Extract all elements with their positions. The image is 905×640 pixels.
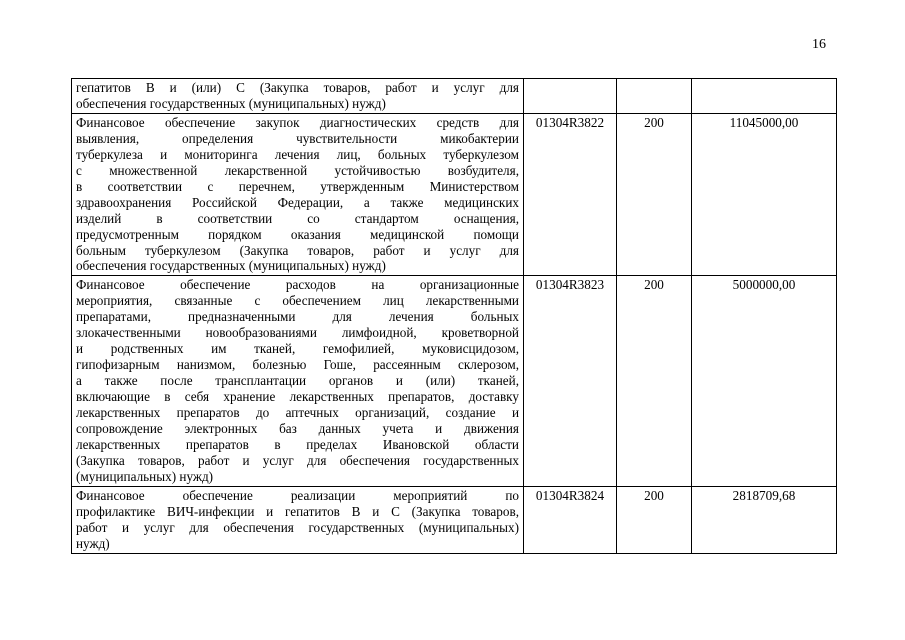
table-row	[72, 276, 837, 486]
row-amount: 5000000,00	[692, 276, 837, 486]
description-line: здравоохранения Российской Федерации, а также медицинских	[76, 194, 519, 210]
row-expense-kind: 200	[617, 486, 692, 553]
description-line: сопровождение электронных баз данных учета и движения	[76, 421, 519, 437]
row-target-code: 01304R3822	[524, 113, 617, 276]
description-line: обеспечения государственных (муниципальных) нужд)	[76, 258, 386, 274]
row-description	[72, 79, 524, 114]
row-expense-kind: 200	[617, 276, 692, 486]
page-number: 16	[812, 37, 826, 52]
row-amount	[692, 79, 837, 114]
description-line: гипофизарным нанизмом, болезнью Гоше, рассеянным склерозом,	[76, 357, 519, 373]
description-line: Финансовое обеспечение расходов на организационные	[76, 277, 519, 293]
row-amount: 11045000,00	[692, 113, 837, 276]
budget-table-body	[72, 79, 837, 554]
row-description	[72, 276, 524, 486]
description-line: предусмотренным порядком оказания медицинской помощи	[76, 226, 519, 242]
description-line: профилактике ВИЧ-инфекции и гепатитов В и С (Закупка товаров,	[76, 503, 519, 519]
description-line: включающие в себя хранение лекарственных препаратов, доставку	[76, 389, 519, 405]
description-line: а также после трансплантации органов и (или) тканей,	[76, 373, 519, 389]
row-expense-kind: 200	[617, 113, 692, 276]
description-line: лекарственных препаратов в пределах Ивановской области	[76, 436, 519, 452]
row-target-code	[524, 79, 617, 114]
description-line: Финансовое обеспечение закупок диагностических средств для	[76, 114, 519, 130]
description-line: работ и услуг для обеспечения государственных (муниципальных)	[76, 519, 519, 535]
row-expense-kind	[617, 79, 692, 114]
budget-table	[71, 78, 837, 554]
description-line: нужд)	[76, 535, 110, 551]
table-row	[72, 486, 837, 553]
description-line: (муниципальных) нужд)	[76, 468, 214, 484]
description-line: Финансовое обеспечение реализации мероприятий по	[76, 487, 519, 503]
table-row	[72, 79, 837, 114]
description-line: туберкулеза и мониторинга лечения лиц, больных туберкулезом	[76, 146, 519, 162]
description-line: гепатитов В и (или) С (Закупка товаров, работ и услуг для	[76, 80, 519, 95]
description-line: злокачественными новообразованиями лимфоидной, кроветворной	[76, 325, 519, 341]
description-line: больным туберкулезом (Закупка товаров, работ и услуг для	[76, 242, 519, 258]
description-line: выявления, определения чувствительности микобактерии	[76, 130, 519, 146]
row-amount: 2818709,68	[692, 486, 837, 553]
description-line: мероприятия, связанные с обеспечением лиц лекарственными	[76, 293, 519, 309]
row-target-code: 01304R3824	[524, 486, 617, 553]
description-line: (Закупка товаров, работ и услуг для обеспечения государственных	[76, 452, 519, 468]
description-line: и родственных им тканей, гемофилией, муковисцидозом,	[76, 341, 519, 357]
description-line: с множественной лекарственной устойчивостью возбудителя,	[76, 162, 519, 178]
table-row	[72, 113, 837, 276]
description-line: лекарственных препаратов до аптечных организаций, создание и	[76, 405, 519, 421]
row-description	[72, 113, 524, 276]
description-line: обеспечения государственных (муниципальных) нужд)	[76, 95, 386, 111]
row-target-code: 01304R3823	[524, 276, 617, 486]
row-description	[72, 486, 524, 553]
description-line: препаратами, предназначенными для лечения больных	[76, 309, 519, 325]
description-line: изделий в соответствии со стандартом оснащения,	[76, 210, 519, 226]
description-line: в соответствии с перечнем, утвержденным Министерством	[76, 178, 519, 194]
